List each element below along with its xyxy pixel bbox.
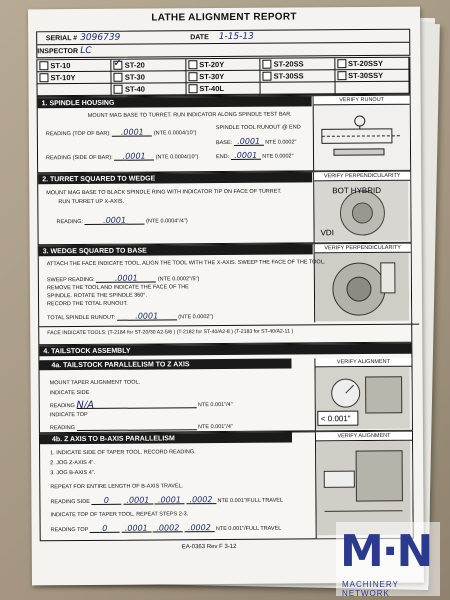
section-3-title: 3. WEDGE SQUARED TO BASE [39,244,313,256]
s1-end-row [216,151,294,161]
s4b-top-value: .0002 [153,523,183,532]
verify-runout-figure [313,96,411,171]
s4b-side-value: 0 [91,496,121,505]
turret-photo-label-1: BOT HYBRID [332,185,382,196]
serial-value: 3096739 [80,32,121,44]
model-option[interactable] [37,60,111,73]
s4a-reading-top-label: READING [49,425,76,432]
section-4b-title: 4b. Z AXIS TO B-AXIS PARALLELISM [40,433,292,445]
s1-top-nte: (NTE 0.0004/10") [153,130,197,137]
verify-alignment-label-4a: VERIFY ALIGNMENT [315,358,411,368]
s3-instruction-2: REMOVE THE TOOL AND INDICATE THE FACE OF THE [46,284,189,292]
s4b-side-value: .0001 [123,496,153,505]
s4a-reading-top-nte: NTE 0.001"/4" [198,423,233,431]
s4b-top-value: .0001 [121,524,151,533]
model-checkbox[interactable] [114,85,123,94]
s4b-reading-top-nte: NTE 0.001"/FULL TRAVEL [215,525,282,533]
s3-face-tools: FACE INDICATE TOOLS: (T-2184 for ST-20/30 A2-5/6 ) (T-2182 for ST-40/A2-8 ) (T-2183 for ST-40/A2-11 ) [39,324,419,337]
s4b-reading-side-row [50,495,283,506]
s4a-line-4: INDICATE TOP [49,411,88,419]
section-4a-title: 4a. TAILSTOCK PARALLELISM TO Z AXIS [39,359,291,371]
tailstock-photo-label: < 0.001" [320,414,351,424]
model-checkbox[interactable] [188,84,197,93]
s2-reading-label: READING: [56,218,84,226]
s1-runout-heading: SPINDLE TOOL RUNOUT @ END [215,124,301,132]
s4b-top-instruction: INDICATE TOP OF TAPER TOOL. REPEAT STEPS 2-3. [50,511,189,519]
model-option[interactable] [112,83,186,96]
model-checkbox-grid [36,57,410,98]
s1-base-value: .0001 [234,137,264,146]
verify-perpendicularity-figure-2 [313,172,410,243]
s4b-reading-top-label: READING TOP [50,526,89,534]
model-option[interactable] [335,58,409,71]
s4a-reading-side-nte: NTE 0.001"/4" [197,401,233,409]
model-checkbox[interactable] [39,73,48,82]
inspector-value: LC [80,45,92,57]
model-label: ST-20SS [273,59,304,69]
verify-perp-label-3: VERIFY PERPENDICULARITY [315,244,411,254]
section-1-title: 1. SPINDLE HOUSING [38,96,312,108]
model-option[interactable] [261,58,335,71]
model-checkbox[interactable] [114,73,123,82]
s4b-step-2: 2. JOG Z-AXIS 4". [50,459,95,467]
s1-side-nte: (NTE 0.0004/10") [155,154,199,161]
s4b-side-value: .0001 [154,495,184,504]
model-label: ST-20SSY [347,58,384,69]
model-checkbox[interactable] [188,60,197,69]
s1-top-reading-row [46,127,197,137]
s4b-reading-top-row [51,523,282,534]
model-label: ST-30 [124,72,145,82]
model-label: ST-30SS [273,71,304,81]
s1-side-label: READING (SIDE OF BAR): [46,154,113,162]
s2-reading-row [56,215,187,225]
model-option[interactable] [112,59,186,72]
s4a-line-2: INDICATE SIDE [49,389,90,397]
watermark-mark: M·N [340,526,432,577]
model-option[interactable] [186,83,260,96]
s4a-reading-side-label: READING [49,403,75,410]
turret-photo-label-2: VDI [320,228,334,238]
verify-alignment-label-4b: VERIFY ALIGNMENT [316,432,412,442]
s4a-line-1: MOUNT TAPER ALIGNMENT TOOL. [49,379,141,387]
s3-sweep-label: SWEEP READING: [46,276,95,284]
s4b-step-1: 1. INDICATE SIDE OF TAPER TOOL. RECORD READING. [50,449,196,457]
s1-top-value: .0001 [112,128,152,137]
s2-reading-value: .0001 [85,216,145,225]
tailstock-photo [316,367,410,430]
s1-instruction: MOUNT MAG BASE TO TURRET. RUN INDICATOR ALONG SPINDLE TEST BAR. [87,111,292,119]
model-checkbox[interactable] [337,71,346,80]
turret-photo [314,181,408,242]
model-label: ST-10Y [50,73,76,83]
s1-top-label: READING (TOP OF BAR): [45,130,111,138]
section-2-title: 2. TURRET SQUARED TO WEDGE [38,172,312,184]
s4b-top-value: .0002 [184,523,214,532]
inspector-label: INSPECTOR [37,47,79,55]
watermark-name: MACHINERY NETWORK [342,580,399,598]
header-fields [36,29,410,59]
s3-sweep-nte: (NTE 0.0002"/5") [157,276,200,283]
alignment-report-page [28,7,424,586]
model-checkbox[interactable] [337,59,346,68]
turret-wedge-section [37,171,411,246]
s3-total-row [47,311,213,321]
s1-base-label: BASE: [215,139,233,147]
spindle-face-photo [315,253,409,322]
serial-label: SERIAL # [45,34,78,42]
verify-runout-label: VERIFY RUNOUT [314,96,410,106]
s4b-top-value: 0 [90,524,120,533]
s3-total-label: TOTAL SPINDLE RUNOUT: [47,314,116,322]
model-option[interactable] [186,59,260,72]
s1-base-row [216,137,297,147]
s4a-reading-side-value: N/A [76,399,196,409]
s4b-side-value: .0002 [186,495,216,504]
s1-end-value: .0001 [231,151,261,160]
model-checkbox[interactable] [39,61,48,70]
model-label: ST-30SSY [348,70,384,81]
s4a-reading-top-value [76,421,196,431]
model-option[interactable] [186,71,260,84]
model-option[interactable] [37,72,111,85]
s4b-reading-side-label: READING SIDE [50,498,90,506]
date-label: DATE [190,33,209,41]
s3-instruction-3: SPINDLE. ROTATE THE SPINDLE 360°. [46,292,148,300]
model-label: ST-30Y [199,72,225,82]
s1-side-reading-row [46,151,198,161]
s2-reading-nte: (NTE 0.0004"/4") [146,218,188,225]
spindle-housing-section [37,95,412,174]
model-label: ST-10 [50,61,71,71]
s1-side-value: .0001 [114,151,154,160]
section-4-title: 4. TAILSTOCK ASSEMBLY [39,344,411,357]
page-title: LATHE ALIGNMENT REPORT [151,11,297,24]
s3-total-value: .0001 [117,311,177,320]
s1-end-label: END: [216,153,230,161]
model-label: ST-20 [124,60,145,70]
wedge-base-section [38,243,413,346]
model-option[interactable] [261,82,335,95]
s4a-reading-side-row [49,399,233,412]
s3-instruction-1: ATTACH THE FACE INDICATE TOOL. ALIGN THE TOOL WITH THE X-AXIS. SWEEP THE FACE OF THE TOOL. [46,259,326,268]
model-checkbox[interactable] [263,72,272,81]
form-number: EA-0363 Rev F 3-12 [181,543,237,551]
s3-total-nte: (NTE 0.0002") [178,314,214,321]
model-option[interactable] [261,70,335,83]
model-checkbox[interactable] [263,60,272,69]
model-checkbox[interactable] [114,61,123,70]
model-option[interactable] [335,82,409,95]
tailstock-section [38,343,413,434]
s4b-step-3: 3. JOG B-AXIS 4". [50,469,96,477]
model-label: ST-40L [199,84,224,94]
spindle-bar-diagram [314,105,408,168]
model-checkbox[interactable] [188,72,197,81]
s4b-repeat-note: REPEAT FOR ENTIRE LENGTH OF B-AXIS TRAVEL. [50,483,184,491]
date-value: 1-15-13 [218,31,254,43]
verify-perpendicularity-figure-3 [314,244,412,323]
s2-instruction-2: RUN TURRET UP X-AXIS. [58,198,125,206]
model-label: ST-20Y [199,60,225,70]
model-option[interactable] [38,84,112,97]
model-label: ST-40 [124,84,145,94]
s3-instruction-4: RECORD THE TOTAL RUNOUT. [47,300,128,308]
s3-sweep-row [47,273,200,283]
verify-perp-label-2: VERIFY PERPENDICULARITY [314,172,410,182]
verify-alignment-figure-4a [314,358,412,431]
s2-instruction-1: MOUNT MAG BASE TO BLACK SPINDLE RING WITH INDICATOR TIP ON FACE OF TURRET. [46,188,282,197]
model-option[interactable] [335,70,409,83]
s3-sweep-value: .0001 [96,273,156,282]
machinery-network-watermark [336,522,440,596]
s1-end-nte: NTE 0.0002" [262,153,294,160]
s4a-reading-top-row [50,421,233,431]
model-option[interactable] [112,71,186,84]
s1-base-nte: NTE 0.0002" [265,139,297,146]
s4b-reading-side-nte: NTE 0.001"/FULL TRAVEL [217,497,283,505]
